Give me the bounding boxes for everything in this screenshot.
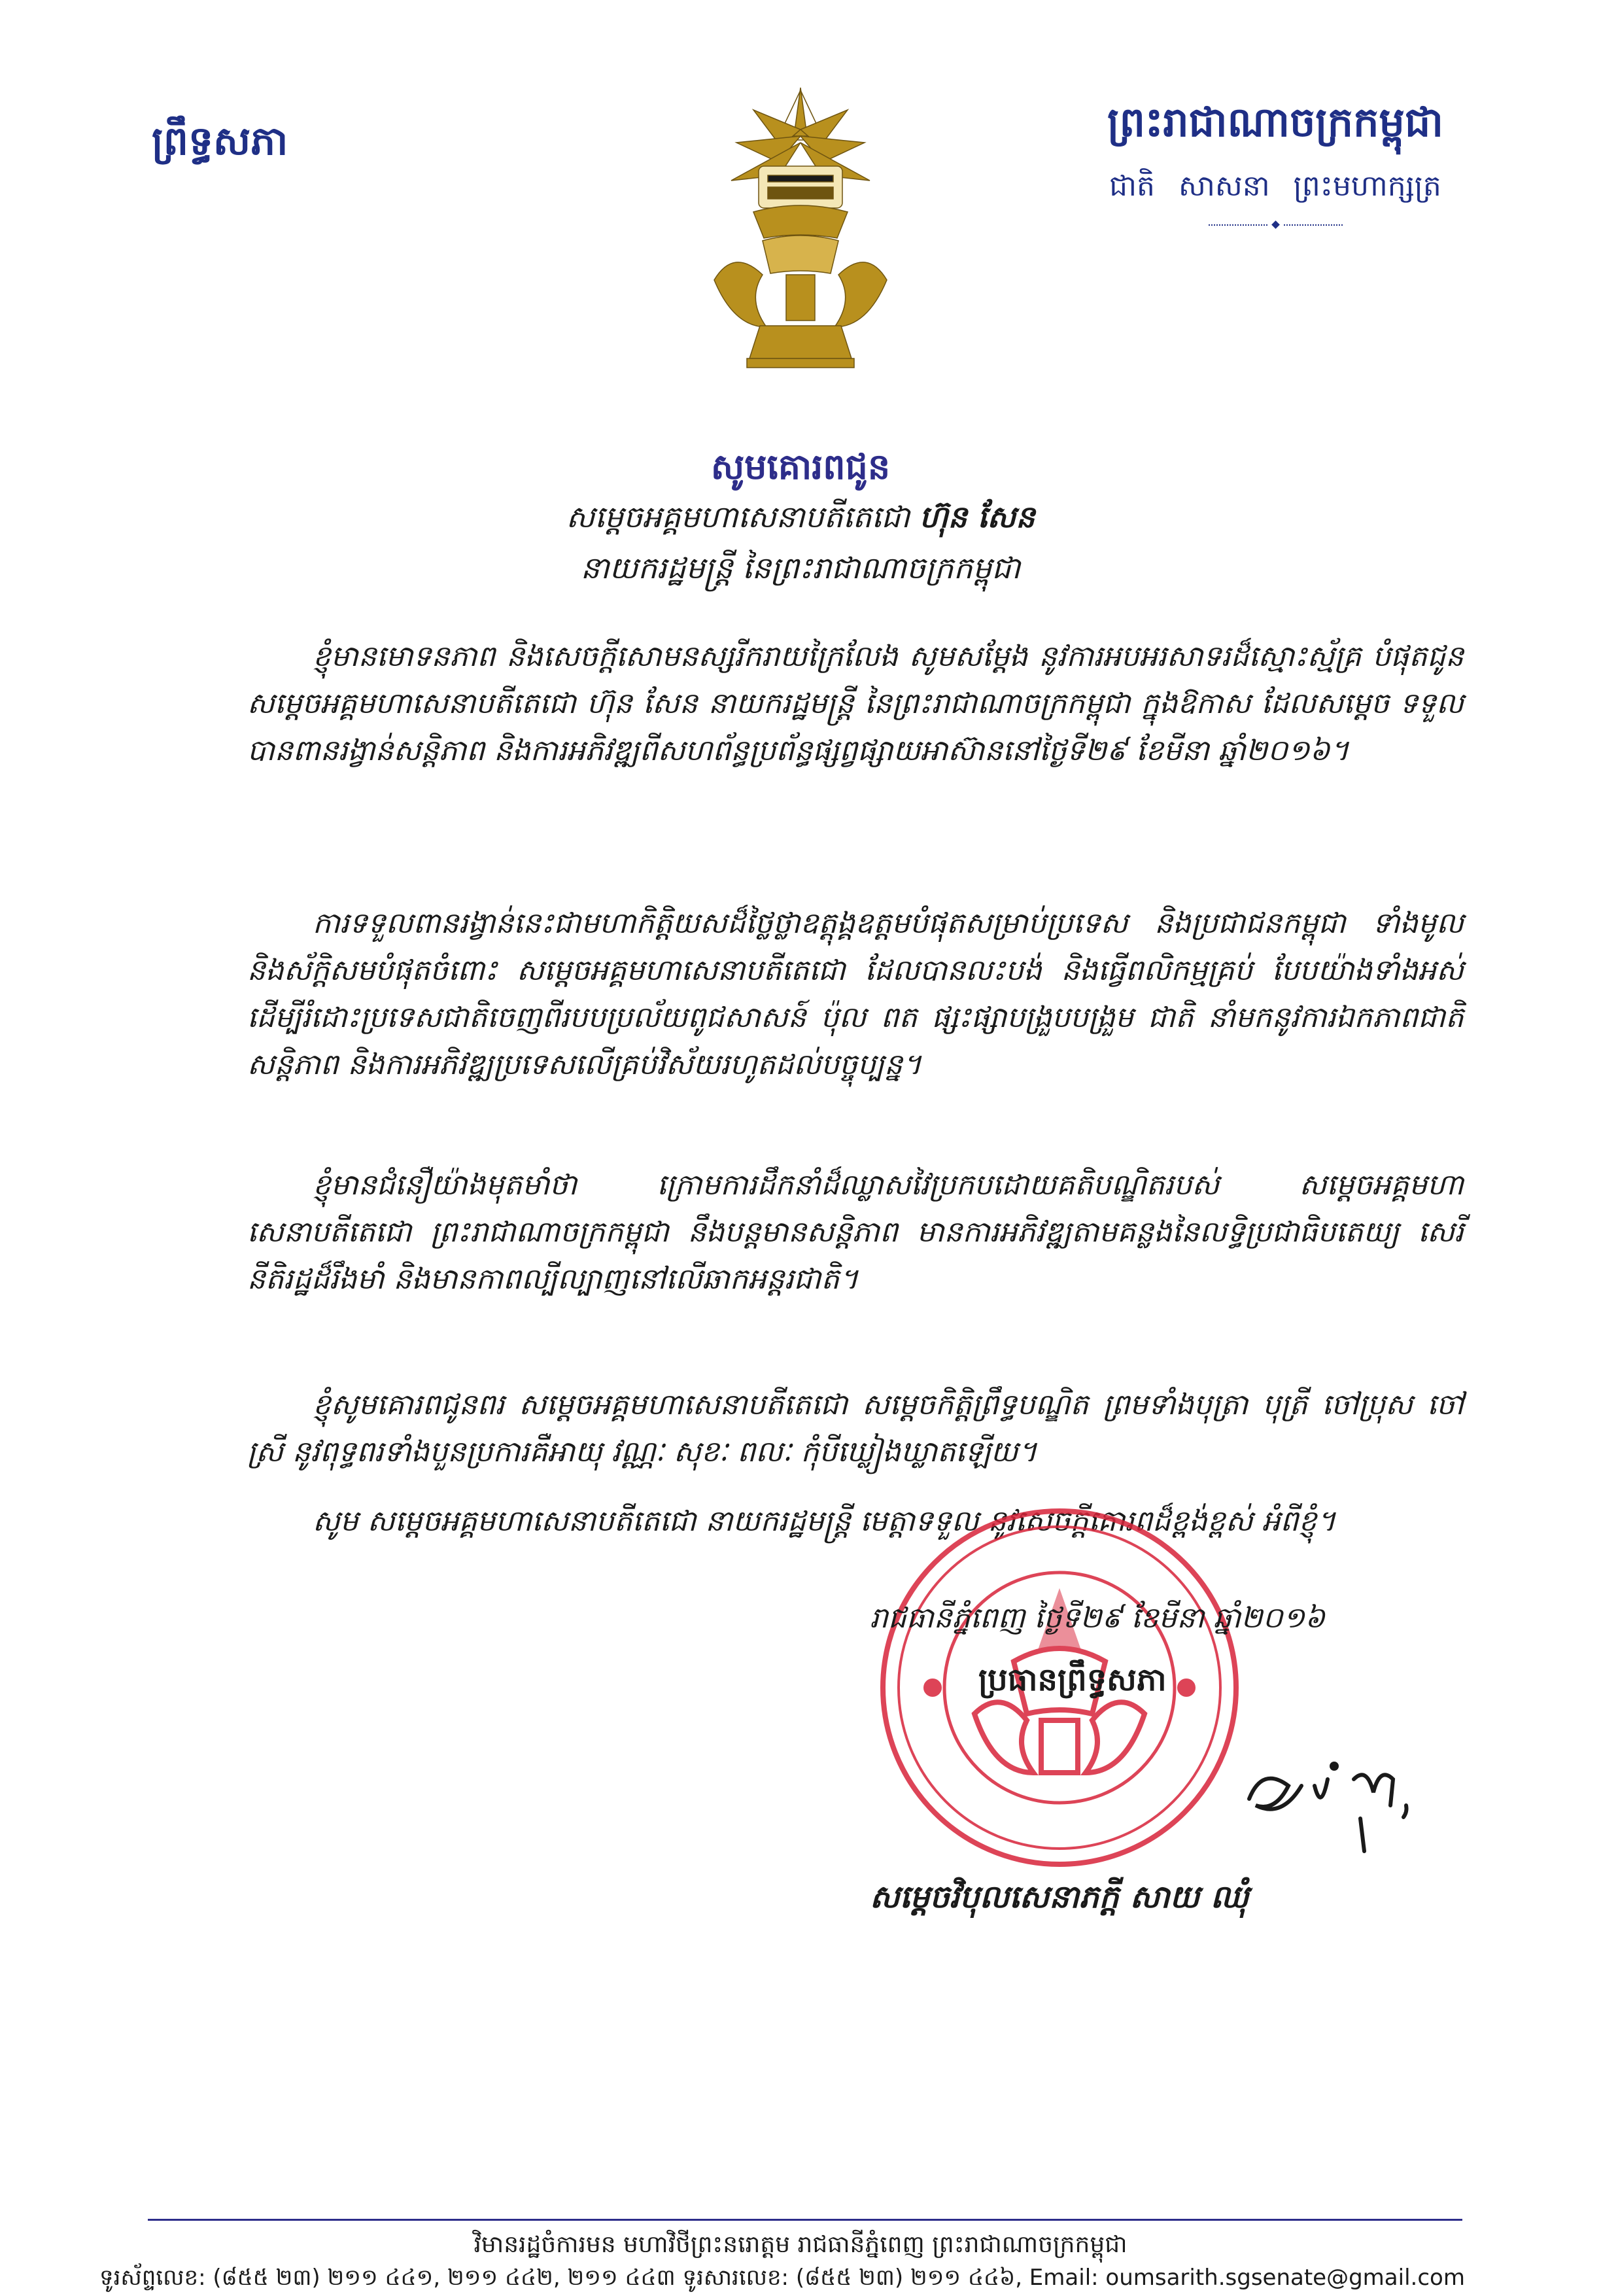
place-and-date [870,1600,1325,1642]
addressee-personal-name: ហ៊ុន សែន [919,499,1035,534]
body-paragraph [247,900,1464,1088]
addressee-position: នាយករដ្ឋមន្ត្រី នៃព្រះរាជាណាចក្រកម្ពុជា [580,550,1021,585]
paragraph-text: ខ្ញុំមានជំនឿយ៉ាងមុតមាំថា ក្រោមការដឹកនាំដ៏ឈ្លាសវៃប្រកបដោយគតិបណ្ឌិតរបស់ សម្តេចអគ្គមហា សេនាបតីតេជោ ព្រះរាជាណាចក្រកម្ពុជា នឹងបន្តមានសន្តិភាព មានការអភិវឌ្ឍតាមគន្លងនៃលទ្ធិប្រជាធិបតេយ្យ សេរី នីតិរដ្ឋដ៏រឹងមាំ និងមានកាពល្បីល្បាញនៅលើឆាកអន្តរជាតិ។ [247,1168,1464,1296]
footer-divider [148,2219,1462,2221]
body-paragraph [247,1162,1464,1303]
closing-paragraph [247,1498,1464,1545]
paragraph-text: ខ្ញុំសូមគោរពជូនពរ សម្តេចអគ្គមហាសេនាបតីតេជោ សម្តេចកិត្តិព្រឹទ្ធបណ្ឌិត ព្រមទាំងបុត្រា បុត្រី ចៅប្រុស ចៅស្រី នូវពុទ្ធពរទាំងបួនប្រការគឺអាយុ វណ្ណៈ សុខៈ ពលៈ កុំបីឃ្លៀងឃ្លាតឡើយ។ [247,1388,1464,1469]
senate-label: ព្រឹទ្ធសភា [152,118,288,164]
footer-contacts: ទូរស័ព្ទលេខ: (៨៥៥ ២៣) ២១១ ៤៤១, ២១១ ៤៤២, ២១១ ៤៤៣ ទូរសារលេខ: (៨៥៥ ២៣) ២១១ ៤៤៦, Email: oumsarith.sgsenate@gmail.com [99,2265,1465,2291]
addressee-name [0,498,1601,542]
salutation-heading: សូមគោរពជូន [710,446,891,487]
royal-emblem-icon [708,84,893,372]
signatory-title: ប្រធានព្រឹទ្ធសភា [978,1661,1167,1698]
body-paragraph [247,633,1464,774]
kingdom-title: ព្រះរាជាណាចក្រកម្ពុជា [1107,98,1443,146]
signatory-name: សម្តេចវិបុលសេនាភក្តី សាយ ឈុំ [870,1879,1249,1915]
kingdom-header [1073,97,1478,228]
footer-address: វិមានរដ្ឋចំការមន មហាវិថីព្រះនរោត្តម រាជធានីភ្នំពេញ ព្រះរាជាណាចក្រកម្ពុជា [473,2231,1128,2258]
national-motto: ជាតិ សាសនា ព្រះមហាក្សត្រ [1109,169,1441,203]
ornament-divider [1073,222,1478,228]
addressee-title: សម្តេចអគ្គមហាសេនាបតីតេជោ [566,499,910,534]
dateline-text: ភ្នំពេញ ថ្ងៃទី២៩ ខែមីនា ឆ្នាំ២០១៦ [952,1601,1326,1635]
body-paragraph [247,1382,1464,1476]
paragraph-text: ខ្ញុំមានមោទនភាព និងសេចក្តីសោមនស្សរីករាយក្រៃលែង សូមសម្តែង នូវការអបអរសាទរដ៏ស្មោះស្ម័គ្រ បំផុតជូន សម្តេចអគ្គមហាសេនាបតីតេជោ ហ៊ុន សែន នាយករដ្ឋមន្ត្រី នៃព្រះរាជាណាចក្រកម្ពុជា ក្នុងឱកាស ដែលសម្តេច ទទួលបានពានរង្វាន់សន្តិភាព និងការអភិវឌ្ឍពីសហព័ន្ធប្រព័ន្ធផ្សព្វផ្សាយអាស៊ាននៅថ្ងៃទី២៩ ខែមីនា ឆ្នាំ២០១៦។ [247,640,1464,767]
handwritten-signature [1236,1740,1432,1858]
dateline-prefix: រាជធានី [870,1601,952,1635]
paragraph-text: សូម សម្តេចអគ្គមហាសេនាបតីតេជោ នាយករដ្ឋមន្ត្រី មេត្តាទទួល នូវសេចក្តីគោរពដ៏ខ្ពង់ខ្ពស់ អំពីខ្ញុំ។ [313,1505,1336,1538]
paragraph-text: ការទទួលពានរង្វាន់នេះជាមហាកិត្តិយសដ៏ថ្លៃថ្លាឧត្តុង្គឧត្តមបំផុតសម្រាប់ប្រទេស និងប្រជាជនកម្ពុជា ទាំងមូល និងស័ក្តិសមបំផុតចំពោះ សម្តេចអគ្គមហាសេនាបតីតេជោ ដែលបានលះបង់ និងធ្វើពលិកម្មគ្រប់ បែបយ៉ាងទាំងអស់ ដើម្បីរំដោះប្រទេសជាតិចេញពីរបបប្រល័យពូជសាសន៍ ប៉ុល ពត ផ្សះផ្សាបង្រួបបង្រួម ជាតិ នាំមកនូវការឯកភាពជាតិ សន្តិភាព និងការអភិវឌ្ឍប្រទេសលើគ្រប់វិស័យរហូតដល់បច្ចុប្បន្ន។ [247,907,1464,1081]
